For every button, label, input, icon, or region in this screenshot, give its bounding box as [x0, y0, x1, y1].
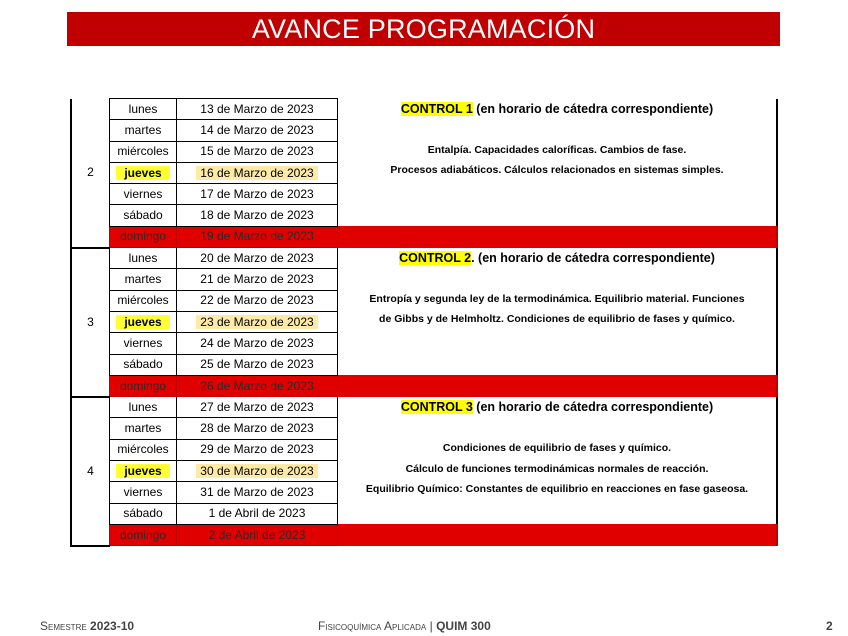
date-cell: 27 de Marzo de 2023 — [177, 397, 338, 418]
schedule-row — [71, 120, 777, 141]
control-cell — [338, 397, 778, 418]
control-text: . (en horario de cátedra correspondiente) — [471, 250, 715, 265]
day-cell: viernes — [110, 184, 177, 205]
date-cell: 25 de Marzo de 2023 — [177, 354, 338, 375]
date-cell: 28 de Marzo de 2023 — [177, 418, 338, 439]
topic-line: Entalpía. Capacidades caloríficas. Cambios de fase. — [427, 144, 687, 157]
date-cell — [177, 311, 338, 332]
date-label: 16 de Marzo de 2023 — [196, 166, 317, 180]
day-cell: miércoles — [110, 290, 177, 311]
date-cell: 15 de Marzo de 2023 — [177, 141, 338, 162]
day-cell — [110, 162, 177, 183]
day-cell: miércoles — [110, 439, 177, 460]
date-cell: 31 de Marzo de 2023 — [177, 482, 338, 503]
schedule-row — [71, 99, 777, 120]
date-cell — [177, 461, 338, 482]
topics-cell — [338, 120, 778, 226]
control-tag: CONTROL 2 — [399, 250, 472, 265]
day-cell: domingo — [110, 524, 177, 545]
footer-semester — [40, 619, 134, 633]
sunday-note-cell — [338, 524, 778, 545]
topic-line: Entropía y segunda ley de la termodinámica. Equilibrio material. Funciones — [369, 293, 745, 306]
date-cell: 17 de Marzo de 2023 — [177, 184, 338, 205]
day-cell: viernes — [110, 333, 177, 354]
control-text: (en horario de cátedra correspondiente) — [472, 399, 714, 414]
date-cell — [177, 162, 338, 183]
control-heading — [401, 102, 713, 116]
day-cell: martes — [110, 120, 177, 141]
schedule-row — [71, 524, 777, 545]
day-cell: sábado — [110, 205, 177, 226]
topic-line: Equilibrio Químico: Constantes de equilibrio en reacciones en fase gaseosa. — [365, 482, 749, 495]
schedule-row — [71, 248, 777, 269]
day-label: jueves — [116, 464, 169, 478]
day-cell: sábado — [110, 503, 177, 524]
topics-cell — [338, 418, 778, 524]
day-cell: miércoles — [110, 141, 177, 162]
sunday-note-cell — [338, 226, 778, 247]
date-cell: 29 de Marzo de 2023 — [177, 439, 338, 460]
schedule-row — [71, 418, 777, 439]
day-cell: martes — [110, 418, 177, 439]
day-cell: domingo — [110, 375, 177, 396]
control-tag: CONTROL 3 — [400, 399, 473, 414]
date-cell: 24 de Marzo de 2023 — [177, 333, 338, 354]
day-cell — [110, 311, 177, 332]
footer-semester-label: Semestre — [40, 619, 87, 633]
schedule-row — [71, 397, 777, 418]
day-cell: martes — [110, 269, 177, 290]
date-cell: 18 de Marzo de 2023 — [177, 205, 338, 226]
footer-semester-value: 2023-10 — [90, 619, 135, 633]
date-label: 23 de Marzo de 2023 — [196, 315, 317, 329]
footer-course-code: QUIM 300 — [436, 619, 491, 633]
control-heading — [401, 400, 713, 414]
date-cell: 19 de Marzo de 2023 — [177, 226, 338, 247]
day-cell: lunes — [110, 248, 177, 269]
day-cell: sábado — [110, 354, 177, 375]
date-cell: 14 de Marzo de 2023 — [177, 120, 338, 141]
schedule-row — [71, 375, 777, 396]
topic-line: de Gibbs y de Helmholtz. Condiciones de equilibrio de fases y químico. — [379, 313, 735, 326]
control-cell — [338, 99, 778, 120]
control-heading — [399, 251, 715, 265]
control-cell — [338, 248, 778, 269]
date-cell: 20 de Marzo de 2023 — [177, 248, 338, 269]
date-cell: 21 de Marzo de 2023 — [177, 269, 338, 290]
date-cell: 2 de Abril de 2023 — [177, 524, 338, 545]
date-label: 30 de Marzo de 2023 — [196, 464, 317, 478]
footer-page-number: 2 — [826, 619, 833, 633]
topics-cell — [338, 269, 778, 375]
control-tag: CONTROL 1 — [400, 101, 473, 116]
topic-line: Condiciones de equilibrio de fases y químico. — [442, 442, 672, 455]
footer-course-name: Fisicoquímica Aplicada — [318, 619, 427, 633]
day-label: jueves — [116, 166, 169, 180]
control-text: (en horario de cátedra correspondiente) — [472, 101, 714, 116]
schedule-row — [71, 226, 777, 247]
date-cell: 26 de Marzo de 2023 — [177, 375, 338, 396]
topic-line — [338, 269, 776, 289]
date-cell: 1 de Abril de 2023 — [177, 503, 338, 524]
topic-line — [338, 418, 776, 438]
date-cell: 22 de Marzo de 2023 — [177, 290, 338, 311]
topic-line — [338, 120, 776, 140]
day-label: jueves — [116, 315, 169, 329]
date-cell: 13 de Marzo de 2023 — [177, 99, 338, 120]
day-cell — [110, 461, 177, 482]
day-cell: lunes — [110, 397, 177, 418]
week-number: 2 — [71, 99, 110, 248]
schedule-row — [71, 269, 777, 290]
schedule-table — [70, 98, 778, 547]
footer-course — [318, 619, 491, 633]
day-cell: lunes — [110, 99, 177, 120]
week-number: 3 — [71, 248, 110, 397]
topic-line: Cálculo de funciones termodinámicas normales de reacción. — [405, 462, 709, 475]
footer-separator: | — [429, 619, 433, 633]
topic-line: Procesos adiabáticos. Cálculos relacionados en sistemas simples. — [390, 164, 724, 177]
sunday-note-cell — [338, 375, 778, 396]
day-cell: viernes — [110, 482, 177, 503]
page-title: AVANCE PROGRAMACIÓN — [67, 12, 780, 46]
week-number: 4 — [71, 397, 110, 546]
day-cell: domingo — [110, 226, 177, 247]
